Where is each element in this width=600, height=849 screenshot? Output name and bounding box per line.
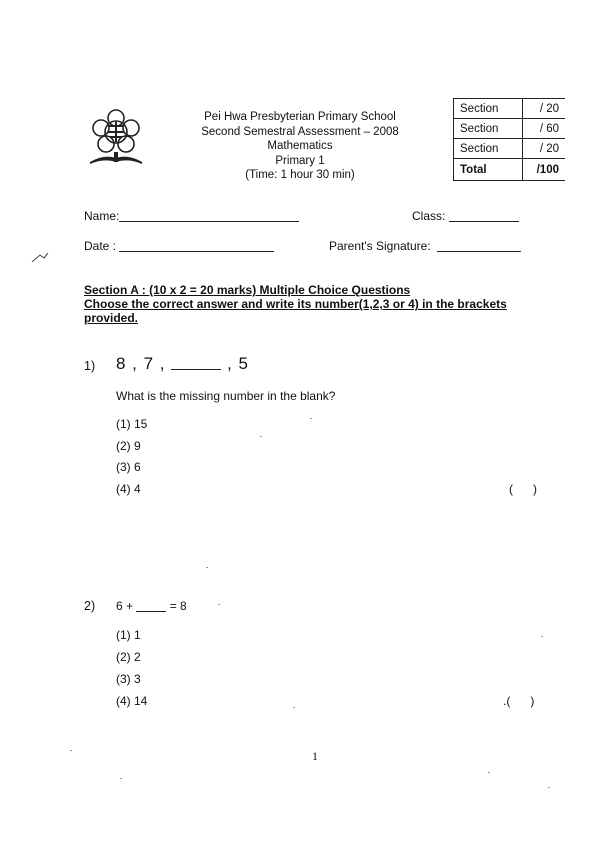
question-2-option-4: (4) 14	[116, 694, 148, 708]
scan-speck	[541, 636, 543, 637]
marks-row-label: Section	[454, 139, 523, 159]
question-1-sequence	[116, 354, 249, 374]
date-field[interactable]	[84, 239, 274, 253]
marks-row	[454, 139, 566, 159]
school-name: Pei Hwa Presbyterian Primary School	[204, 111, 396, 123]
equation-part-2: = 8	[169, 599, 187, 613]
marks-row	[454, 99, 566, 119]
marks-total-row	[454, 159, 566, 181]
class-label: Class:	[412, 209, 446, 223]
section-a-heading	[84, 283, 507, 325]
scan-speck	[260, 436, 262, 437]
marks-total-value: /100	[523, 159, 566, 181]
signature-field[interactable]	[329, 239, 521, 253]
question-2-option-2: (2) 2	[116, 650, 141, 664]
page-number: 1	[312, 749, 318, 763]
marks-total-label: Total	[454, 159, 523, 181]
scan-speck	[293, 707, 295, 708]
question-2-option-1: (1) 1	[116, 628, 141, 642]
marks-row-label: Section	[454, 119, 523, 139]
question-1-prompt: What is the missing number in the blank?	[116, 389, 336, 403]
question-1-answer-bracket[interactable]: ( )	[509, 482, 537, 496]
marks-row-value: / 60	[523, 119, 566, 139]
school-header	[175, 110, 425, 183]
equation-blank[interactable]	[136, 611, 166, 612]
sequence-part-1: 8 , 7 ,	[116, 354, 166, 373]
marks-row-value: / 20	[523, 139, 566, 159]
scan-speck	[70, 750, 72, 751]
level: Primary 1	[275, 154, 325, 167]
section-a-instruction-1: Choose the correct answer and write its number(1,2,3 or 4) in the brackets	[84, 297, 507, 311]
name-line[interactable]	[119, 221, 299, 222]
marks-row	[454, 119, 566, 139]
subject: Mathematics	[267, 140, 333, 152]
question-1-option-1: (1) 15	[116, 417, 148, 431]
assessment-title: Second Semestral Assessment – 2008	[201, 125, 399, 138]
question-1-option-3: (3) 6	[116, 460, 141, 474]
section-a-title: Section A : (10 x 2 = 20 marks) Multiple Choice Questions	[84, 283, 411, 297]
name-field[interactable]	[84, 209, 299, 223]
pen-mark-icon	[30, 250, 50, 264]
question-2-number: 2)	[84, 599, 96, 613]
school-crest-icon	[86, 108, 146, 170]
sequence-blank[interactable]	[171, 369, 221, 370]
scan-speck	[206, 567, 208, 568]
scan-speck	[218, 604, 220, 605]
question-1-option-4: (4) 4	[116, 482, 141, 496]
scan-speck	[310, 418, 312, 419]
marks-row-label: Section	[454, 99, 523, 119]
scan-speck	[548, 787, 550, 788]
question-1-number: 1)	[84, 359, 96, 373]
scan-speck	[120, 778, 122, 779]
signature-label: Parent's Signature:	[329, 239, 431, 253]
class-line[interactable]	[449, 221, 519, 222]
date-line[interactable]	[119, 251, 274, 252]
date-label: Date :	[84, 239, 117, 253]
marks-row-value: / 20	[523, 99, 566, 119]
duration: (Time: 1 hour 30 min)	[245, 169, 355, 181]
equation-part-1: 6 +	[116, 599, 134, 613]
class-field[interactable]	[412, 209, 519, 223]
section-a-instruction-2: provided.	[84, 311, 139, 325]
name-label: Name:	[84, 209, 120, 223]
scan-speck	[488, 772, 490, 773]
signature-line[interactable]	[437, 251, 521, 252]
question-2-equation	[116, 599, 187, 613]
question-2-option-3: (3) 3	[116, 672, 141, 686]
sequence-part-2: , 5	[227, 354, 249, 373]
question-2-answer-bracket[interactable]: .( )	[503, 694, 535, 708]
marks-table	[453, 98, 565, 181]
question-1-option-2: (2) 9	[116, 439, 141, 453]
school-logo	[86, 108, 146, 170]
